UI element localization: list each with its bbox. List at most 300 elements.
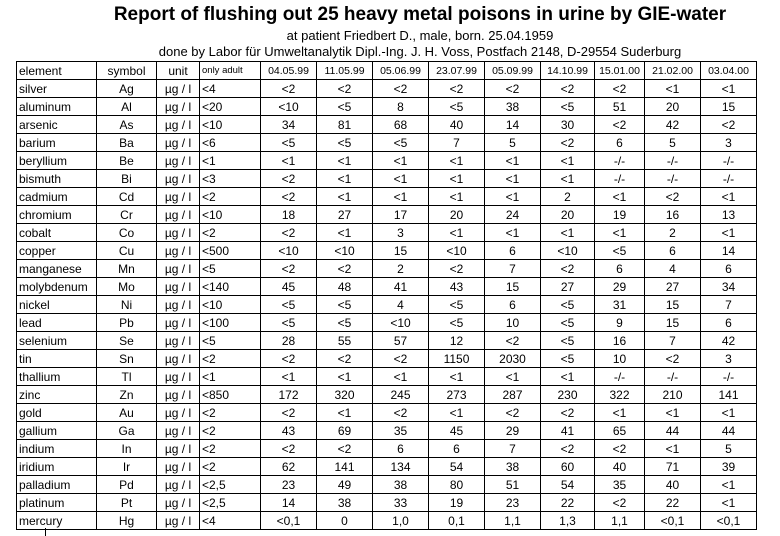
cell-value: <1 (541, 152, 595, 170)
cell-value: <5 (541, 332, 595, 350)
cell-value: 15 (485, 278, 541, 296)
cell-element: cobalt (17, 224, 97, 242)
col-header-date: 05.06.99 (373, 62, 429, 80)
cell-value: 17 (373, 206, 429, 224)
cell-value: 16 (645, 206, 701, 224)
cell-value: -/- (645, 368, 701, 386)
cell-value: 40 (429, 116, 485, 134)
cell-value: 6 (645, 242, 701, 260)
cell-value: 42 (645, 116, 701, 134)
cell-value: 42 (701, 332, 757, 350)
cell-element: platinum (17, 494, 97, 512)
cell-value: <2 (645, 350, 701, 368)
cell-value: 10 (485, 314, 541, 332)
cell-symbol: Hg (97, 512, 157, 530)
cell-value: <1 (429, 404, 485, 422)
cell-value: <1 (541, 224, 595, 242)
cell-symbol: Ir (97, 458, 157, 476)
cell-value: <1 (429, 368, 485, 386)
cell-element: iridium (17, 458, 97, 476)
cell-value: 4 (373, 296, 429, 314)
cell-value: <1 (317, 224, 373, 242)
cell-unit: µg / l (157, 206, 200, 224)
cell-value: 10 (595, 350, 645, 368)
cell-value: <1 (317, 170, 373, 188)
cell-symbol: Mo (97, 278, 157, 296)
cell-value: 35 (595, 476, 645, 494)
cell-element: tin (17, 350, 97, 368)
cell-value: <2 (317, 350, 373, 368)
cell-value: 20 (645, 98, 701, 116)
cell-value: 245 (373, 386, 429, 404)
cell-value: <5 (429, 98, 485, 116)
cell-value: 38 (317, 494, 373, 512)
cell-value: 3 (701, 134, 757, 152)
cell-element: selenium (17, 332, 97, 350)
cell-element: thallium (17, 368, 97, 386)
cell-only-adult: <20 (200, 98, 261, 116)
cell-unit: µg / l (157, 260, 200, 278)
cell-value: <1 (701, 224, 757, 242)
cell-value: <1 (595, 224, 645, 242)
cell-element: beryllium (17, 152, 97, 170)
cell-value: <1 (317, 368, 373, 386)
cell-value: <5 (541, 314, 595, 332)
cell-value: 5 (701, 440, 757, 458)
cell-unit: µg / l (157, 494, 200, 512)
cell-value: <2 (317, 440, 373, 458)
cell-value: 172 (261, 386, 317, 404)
cell-only-adult: <500 (200, 242, 261, 260)
cell-element: nickel (17, 296, 97, 314)
cell-value: -/- (595, 170, 645, 188)
cell-value: 68 (373, 116, 429, 134)
cell-value: <1 (645, 404, 701, 422)
cell-value: 1,1 (595, 512, 645, 530)
cell-only-adult: <2 (200, 440, 261, 458)
cell-element: mercury (17, 512, 97, 530)
cell-value: 41 (373, 278, 429, 296)
col-header-unit: unit (157, 62, 200, 80)
cell-unit: µg / l (157, 332, 200, 350)
cell-symbol: Cu (97, 242, 157, 260)
col-header-date: 21.02.00 (645, 62, 701, 80)
cell-value: 51 (595, 98, 645, 116)
cell-unit: µg / l (157, 404, 200, 422)
table-row (17, 458, 757, 476)
cell-value: <2 (645, 188, 701, 206)
cell-value: <2 (373, 350, 429, 368)
cell-unit: µg / l (157, 386, 200, 404)
col-header-date: 23.07.99 (429, 62, 485, 80)
cell-value: <1 (317, 404, 373, 422)
cell-value: 43 (261, 422, 317, 440)
cell-value: 27 (645, 278, 701, 296)
cell-value: <1 (261, 368, 317, 386)
cell-only-adult: <4 (200, 512, 261, 530)
cell-value: <2 (317, 260, 373, 278)
cell-value: <2 (541, 260, 595, 278)
cell-value: 8 (373, 98, 429, 116)
cell-value: 3 (373, 224, 429, 242)
table-row (17, 422, 757, 440)
cell-unit: µg / l (157, 422, 200, 440)
cell-value: 5 (645, 134, 701, 152)
cell-only-adult: <2 (200, 404, 261, 422)
cell-value: 71 (645, 458, 701, 476)
cell-value: -/- (701, 152, 757, 170)
cell-only-adult: <2 (200, 422, 261, 440)
cell-value: <5 (541, 98, 595, 116)
cell-value: <1 (485, 170, 541, 188)
cell-element: arsenic (17, 116, 97, 134)
cell-value: 45 (261, 278, 317, 296)
cell-value: 38 (373, 476, 429, 494)
cell-value: 6 (485, 242, 541, 260)
cell-element: chromium (17, 206, 97, 224)
cell-only-adult: <2 (200, 350, 261, 368)
cell-value: 20 (429, 206, 485, 224)
cell-unit: µg / l (157, 188, 200, 206)
cell-value: 44 (645, 422, 701, 440)
cell-value: 7 (429, 134, 485, 152)
cell-only-adult: <10 (200, 206, 261, 224)
cell-value: 22 (541, 494, 595, 512)
cell-only-adult: <1 (200, 368, 261, 386)
table-row (17, 98, 757, 116)
cell-value: <2 (261, 224, 317, 242)
table-row (17, 116, 757, 134)
cell-symbol: Au (97, 404, 157, 422)
cell-value: 49 (317, 476, 373, 494)
cell-symbol: Co (97, 224, 157, 242)
cell-value: -/- (595, 368, 645, 386)
cell-value: 18 (261, 206, 317, 224)
cell-value: <1 (373, 170, 429, 188)
cell-element: lead (17, 314, 97, 332)
cell-unit: µg / l (157, 512, 200, 530)
cell-value: <2 (429, 80, 485, 98)
cell-value: 39 (701, 458, 757, 476)
cell-symbol: Mn (97, 260, 157, 278)
cell-symbol: Tl (97, 368, 157, 386)
cell-value: 41 (541, 422, 595, 440)
cell-value: 60 (541, 458, 595, 476)
cell-value: <1 (701, 476, 757, 494)
cell-unit: µg / l (157, 440, 200, 458)
cell-value: <1 (429, 152, 485, 170)
cell-value: 134 (373, 458, 429, 476)
cell-value: <1 (541, 368, 595, 386)
cell-value: <1 (373, 188, 429, 206)
cell-unit: µg / l (157, 368, 200, 386)
cell-value: <1 (701, 188, 757, 206)
cell-value: <5 (317, 98, 373, 116)
cell-value: 14 (485, 116, 541, 134)
cell-value: 23 (485, 494, 541, 512)
cell-value: <2 (373, 404, 429, 422)
cell-value: <2 (485, 404, 541, 422)
cell-value: 6 (429, 440, 485, 458)
cell-value: 30 (541, 116, 595, 134)
cell-value: 7 (485, 440, 541, 458)
cell-value: 57 (373, 332, 429, 350)
cell-element: molybdenum (17, 278, 97, 296)
table-row (17, 512, 757, 530)
cell-unit: µg / l (157, 170, 200, 188)
col-header-date: 03.04.00 (701, 62, 757, 80)
cell-value: <1 (645, 80, 701, 98)
cell-value: <2 (261, 440, 317, 458)
cell-value: <10 (261, 98, 317, 116)
cell-value: 62 (261, 458, 317, 476)
cell-value: 27 (317, 206, 373, 224)
cell-value: <5 (595, 242, 645, 260)
cell-value: 7 (701, 296, 757, 314)
cell-value: 20 (541, 206, 595, 224)
cell-element: gallium (17, 422, 97, 440)
cell-value: <10 (373, 314, 429, 332)
cell-symbol: Pb (97, 314, 157, 332)
cell-unit: µg / l (157, 152, 200, 170)
cell-value: 273 (429, 386, 485, 404)
cell-value: 6 (701, 260, 757, 278)
cell-value: <1 (485, 188, 541, 206)
cell-value: <1 (373, 368, 429, 386)
cell-value: 5 (485, 134, 541, 152)
cell-value: 320 (317, 386, 373, 404)
cell-value: 1,0 (373, 512, 429, 530)
cell-value: 1150 (429, 350, 485, 368)
cell-value: <2 (261, 404, 317, 422)
table-row (17, 314, 757, 332)
table-row (17, 242, 757, 260)
cell-symbol: Bi (97, 170, 157, 188)
col-header-date: 05.09.99 (485, 62, 541, 80)
cell-unit: µg / l (157, 278, 200, 296)
cell-value: 29 (595, 278, 645, 296)
table-row (17, 134, 757, 152)
cell-value: <2 (595, 440, 645, 458)
cell-only-adult: <2 (200, 224, 261, 242)
cell-value: 6 (701, 314, 757, 332)
table-row (17, 278, 757, 296)
cell-value: 6 (373, 440, 429, 458)
table-row (17, 404, 757, 422)
cell-value: 38 (485, 458, 541, 476)
cell-element: indium (17, 440, 97, 458)
table-row (17, 170, 757, 188)
cell-symbol: Cr (97, 206, 157, 224)
cell-value: 7 (485, 260, 541, 278)
table-row (17, 368, 757, 386)
cell-symbol: Pd (97, 476, 157, 494)
cell-symbol: Ba (97, 134, 157, 152)
cell-value: <10 (317, 242, 373, 260)
cell-only-adult: <2 (200, 458, 261, 476)
cell-value: 2030 (485, 350, 541, 368)
cell-value: 14 (261, 494, 317, 512)
cell-value: <5 (541, 296, 595, 314)
cell-value: <2 (261, 260, 317, 278)
cell-value: <1 (429, 188, 485, 206)
cell-value: <2 (541, 440, 595, 458)
lab-line: done by Labor für Umweltanalytik Dipl.-Ing. J. H. Voss, Postfach 2148, D-29554 Suderburg (158, 44, 682, 59)
cell-value: 29 (485, 422, 541, 440)
cell-value: <2 (595, 116, 645, 134)
cell-symbol: Al (97, 98, 157, 116)
cell-value: <0,1 (645, 512, 701, 530)
cell-value: <5 (373, 134, 429, 152)
cell-value: 15 (645, 296, 701, 314)
cell-only-adult: <10 (200, 116, 261, 134)
cell-value: <1 (701, 404, 757, 422)
cell-unit: µg / l (157, 242, 200, 260)
cell-value: <2 (541, 80, 595, 98)
cell-value: <1 (595, 404, 645, 422)
cell-value: 210 (645, 386, 701, 404)
cell-symbol: Pt (97, 494, 157, 512)
cell-value: 15 (373, 242, 429, 260)
cell-value: 80 (429, 476, 485, 494)
cell-value: 15 (645, 314, 701, 332)
cell-element: gold (17, 404, 97, 422)
cell-value: 81 (317, 116, 373, 134)
cell-value: 1,1 (485, 512, 541, 530)
edge-tick-mark (45, 528, 46, 536)
cell-only-adult: <3 (200, 170, 261, 188)
cell-value: <1 (317, 188, 373, 206)
cell-unit: µg / l (157, 296, 200, 314)
cell-value: <1 (645, 440, 701, 458)
cell-value: 45 (429, 422, 485, 440)
cell-unit: µg / l (157, 350, 200, 368)
cell-value: <10 (541, 242, 595, 260)
cell-value: <1 (595, 188, 645, 206)
col-header-date: 15.01.00 (595, 62, 645, 80)
cell-value: <1 (485, 152, 541, 170)
cell-value: <1 (701, 80, 757, 98)
table-row (17, 152, 757, 170)
cell-value: <2 (261, 188, 317, 206)
cell-value: <1 (541, 170, 595, 188)
cell-unit: µg / l (157, 224, 200, 242)
cell-value: 7 (645, 332, 701, 350)
table-row (17, 386, 757, 404)
cell-element: manganese (17, 260, 97, 278)
cell-value: 12 (429, 332, 485, 350)
table-row (17, 494, 757, 512)
col-header-element: element (17, 62, 97, 80)
cell-value: 1,3 (541, 512, 595, 530)
cell-value: 23 (261, 476, 317, 494)
cell-value: <5 (429, 296, 485, 314)
table-row (17, 80, 757, 98)
cell-value: 38 (485, 98, 541, 116)
cell-value: 4 (645, 260, 701, 278)
cell-value: <1 (373, 152, 429, 170)
cell-value: 28 (261, 332, 317, 350)
cell-unit: µg / l (157, 98, 200, 116)
cell-value: 3 (701, 350, 757, 368)
table-row (17, 260, 757, 278)
col-header-date: 04.05.99 (261, 62, 317, 80)
cell-symbol: Cd (97, 188, 157, 206)
cell-value: 13 (701, 206, 757, 224)
cell-value: 33 (373, 494, 429, 512)
cell-value: <5 (261, 134, 317, 152)
cell-value: <0,1 (701, 512, 757, 530)
cell-value: <5 (261, 314, 317, 332)
cell-element: palladium (17, 476, 97, 494)
cell-symbol: Sn (97, 350, 157, 368)
cell-value: <2 (595, 80, 645, 98)
cell-value: -/- (701, 170, 757, 188)
cell-only-adult: <2,5 (200, 476, 261, 494)
cell-only-adult: <10 (200, 296, 261, 314)
cell-value: <5 (317, 296, 373, 314)
col-header-date: 14.10.99 (541, 62, 595, 80)
cell-only-adult: <1 (200, 152, 261, 170)
cell-value: 230 (541, 386, 595, 404)
cell-element: cadmium (17, 188, 97, 206)
cell-value: <10 (261, 242, 317, 260)
cell-unit: µg / l (157, 80, 200, 98)
cell-symbol: Ag (97, 80, 157, 98)
cell-value: 0,1 (429, 512, 485, 530)
cell-unit: µg / l (157, 116, 200, 134)
cell-value: 24 (485, 206, 541, 224)
cell-value: 15 (701, 98, 757, 116)
cell-value: <5 (261, 296, 317, 314)
cell-value: <5 (317, 314, 373, 332)
cell-value: 141 (701, 386, 757, 404)
cell-value: -/- (595, 152, 645, 170)
cell-element: copper (17, 242, 97, 260)
cell-value: 14 (701, 242, 757, 260)
cell-value: <1 (429, 170, 485, 188)
cell-value: 35 (373, 422, 429, 440)
cell-value: <0,1 (261, 512, 317, 530)
cell-only-adult: <100 (200, 314, 261, 332)
cell-only-adult: <2 (200, 188, 261, 206)
cell-value: 40 (645, 476, 701, 494)
cell-value: 2 (373, 260, 429, 278)
cell-value: 6 (595, 134, 645, 152)
cell-value: 48 (317, 278, 373, 296)
cell-value: <2 (429, 260, 485, 278)
cell-value: 51 (485, 476, 541, 494)
table-row (17, 224, 757, 242)
cell-value: 19 (595, 206, 645, 224)
cell-symbol: Se (97, 332, 157, 350)
cell-value: 69 (317, 422, 373, 440)
cell-unit: µg / l (157, 314, 200, 332)
cell-element: aluminum (17, 98, 97, 116)
cell-value: <5 (541, 350, 595, 368)
cell-value: <1 (429, 224, 485, 242)
col-header-only-adult: only adult (200, 62, 261, 80)
cell-symbol: In (97, 440, 157, 458)
cell-value: <1 (485, 368, 541, 386)
cell-value: 65 (595, 422, 645, 440)
cell-value: <1 (701, 494, 757, 512)
cell-value: 27 (541, 278, 595, 296)
cell-only-adult: <850 (200, 386, 261, 404)
cell-value: 44 (701, 422, 757, 440)
cell-value: <5 (317, 134, 373, 152)
table-row (17, 296, 757, 314)
